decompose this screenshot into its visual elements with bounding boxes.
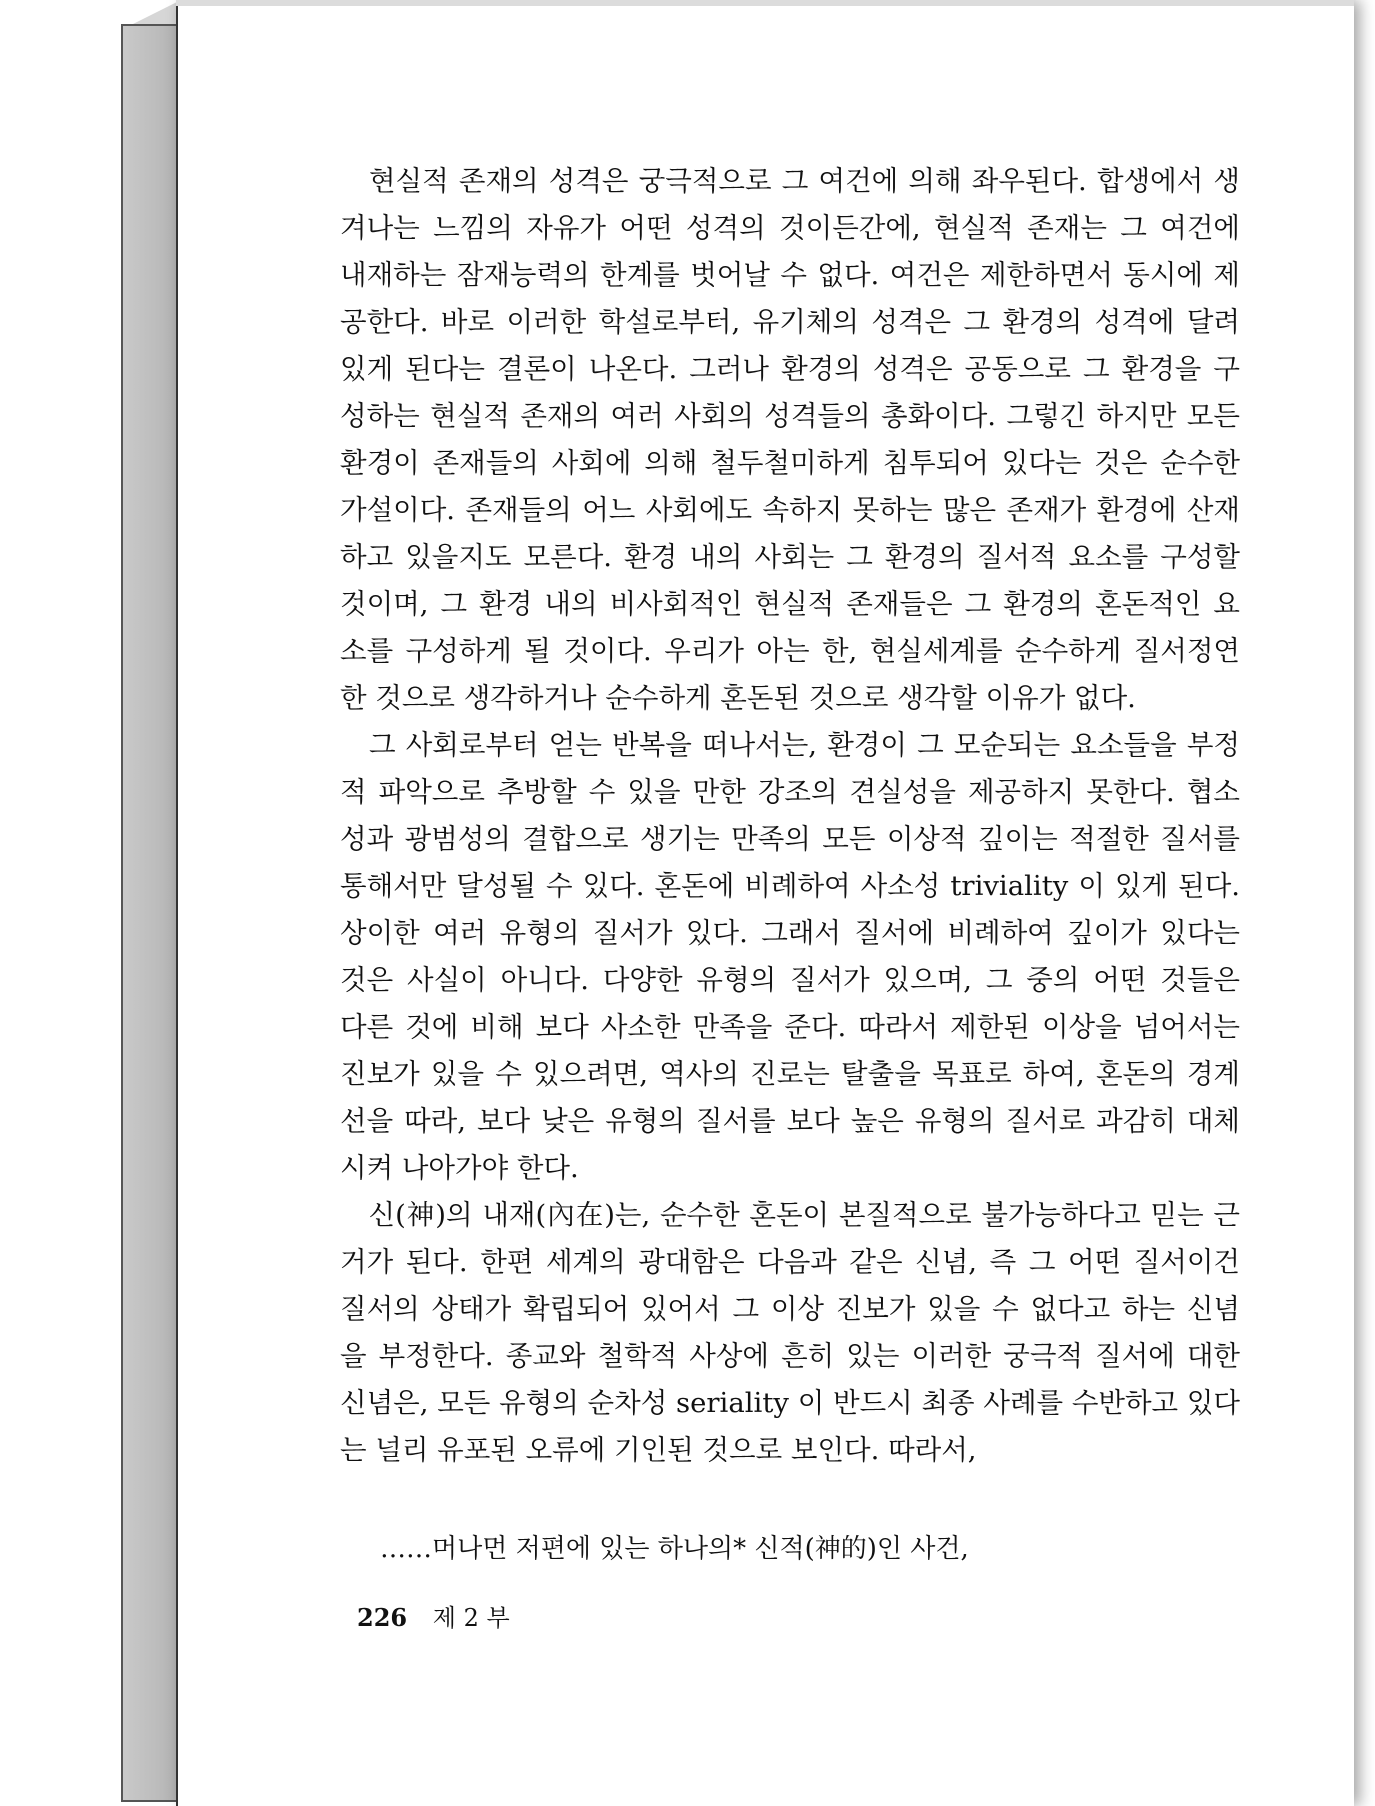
- paragraph: [340, 158, 1240, 722]
- text-line: 것이며, 그 환경 내의 비사회적인 현실적 존재들은 그 환경의 혼돈적인 요: [340, 588, 1240, 620]
- text-line: 것은 사실이 아니다. 다양한 유형의 질서가 있으며, 그 중의 어떤 것들은: [340, 964, 1240, 996]
- book-spine: [121, 24, 177, 1802]
- text-line: 성하는 현실적 존재의 여러 사회의 성격들의 총화이다. 그렇긴 하지만 모든: [340, 400, 1240, 432]
- text-line: 그 사회로부터 얻는 반복을 떠나서는, 환경이 그 모순되는 요소들을 부정: [340, 729, 1240, 761]
- quoted-verse: ……머나먼 저편에 있는 하나의* 신적(神的)인 사건,: [380, 1534, 969, 1564]
- text-line: 질서의 상태가 확립되어 있어서 그 이상 진보가 있을 수 없다고 하는 신념: [340, 1293, 1240, 1325]
- text-line: 겨나는 느낌의 자유가 어떤 성격의 것이든간에, 현실적 존재는 그 여건에: [340, 212, 1240, 244]
- text-line: 신(神)의 내재(內在)는, 순수한 혼돈이 본질적으로 불가능하다고 믿는 근: [340, 1199, 1240, 1231]
- paragraph: [340, 722, 1240, 1192]
- text-line: 있게 된다는 결론이 나온다. 그러나 환경의 성격은 공동으로 그 환경을 구: [340, 353, 1240, 385]
- text-line: 성과 광범성의 결합으로 생기는 만족의 모든 이상적 깊이는 적절한 질서를: [340, 823, 1240, 855]
- text-line: 적 파악으로 추방할 수 있을 만한 강조의 견실성을 제공하지 못한다. 협소: [340, 776, 1240, 808]
- section-label: 제 2 부: [432, 1604, 510, 1632]
- text-line: 진보가 있을 수 있으려면, 역사의 진로는 탈출을 목표로 하여, 혼돈의 경계: [340, 1058, 1240, 1090]
- text-line: 는 널리 유포된 오류에 기인된 것으로 보인다. 따라서,: [340, 1434, 977, 1466]
- text-line: 하고 있을지도 모른다. 환경 내의 사회는 그 환경의 질서적 요소를 구성할: [340, 541, 1240, 573]
- text-line: 다른 것에 비해 보다 사소한 만족을 준다. 따라서 제한된 이상을 넘어서는: [340, 1011, 1240, 1043]
- text-line: 현실적 존재의 성격은 궁극적으로 그 여건에 의해 좌우된다. 합생에서 생: [340, 165, 1240, 197]
- text-line: 상이한 여러 유형의 질서가 있다. 그래서 질서에 비례하여 깊이가 있다는: [340, 917, 1240, 949]
- text-line: 시켜 나아가야 한다.: [340, 1152, 579, 1184]
- text-line: 환경이 존재들의 사회에 의해 철두철미하게 침투되어 있다는 것은 순수한: [340, 447, 1240, 479]
- page-footer: [357, 1600, 510, 1636]
- text-line: 을 부정한다. 종교와 철학적 사상에 흔히 있는 이러한 궁극적 질서에 대한: [340, 1340, 1240, 1372]
- body-text: [340, 158, 1240, 1474]
- text-line: 통해서만 달성될 수 있다. 혼돈에 비례하여 사소성 triviality 이 있게 된다.: [340, 870, 1240, 902]
- text-line: 한 것으로 생각하거나 순수하게 혼돈된 것으로 생각할 이유가 없다.: [340, 682, 1136, 714]
- text-line: 공한다. 바로 이러한 학설로부터, 유기체의 성격은 그 환경의 성격에 달려: [340, 306, 1240, 338]
- text-line: 내재하는 잠재능력의 한계를 벗어날 수 없다. 여건은 제한하면서 동시에 제: [340, 259, 1240, 291]
- text-line: 거가 된다. 한편 세계의 광대함은 다음과 같은 신념, 즉 그 어떤 질서이건: [340, 1246, 1240, 1278]
- text-line: 소를 구성하게 될 것이다. 우리가 아는 한, 현실세계를 순수하게 질서정연: [340, 635, 1240, 667]
- text-line: 선을 따라, 보다 낮은 유형의 질서를 보다 높은 유형의 질서로 과감히 대체: [340, 1105, 1240, 1137]
- text-line: 가설이다. 존재들의 어느 사회에도 속하지 못하는 많은 존재가 환경에 산재: [340, 494, 1240, 526]
- page-number: 226: [357, 1603, 408, 1632]
- page-top-edge: [176, 0, 1354, 6]
- text-line: 신념은, 모든 유형의 순차성 seriality 이 반드시 최종 사례를 수반하고 있다: [340, 1387, 1240, 1419]
- paragraph: [340, 1192, 1240, 1474]
